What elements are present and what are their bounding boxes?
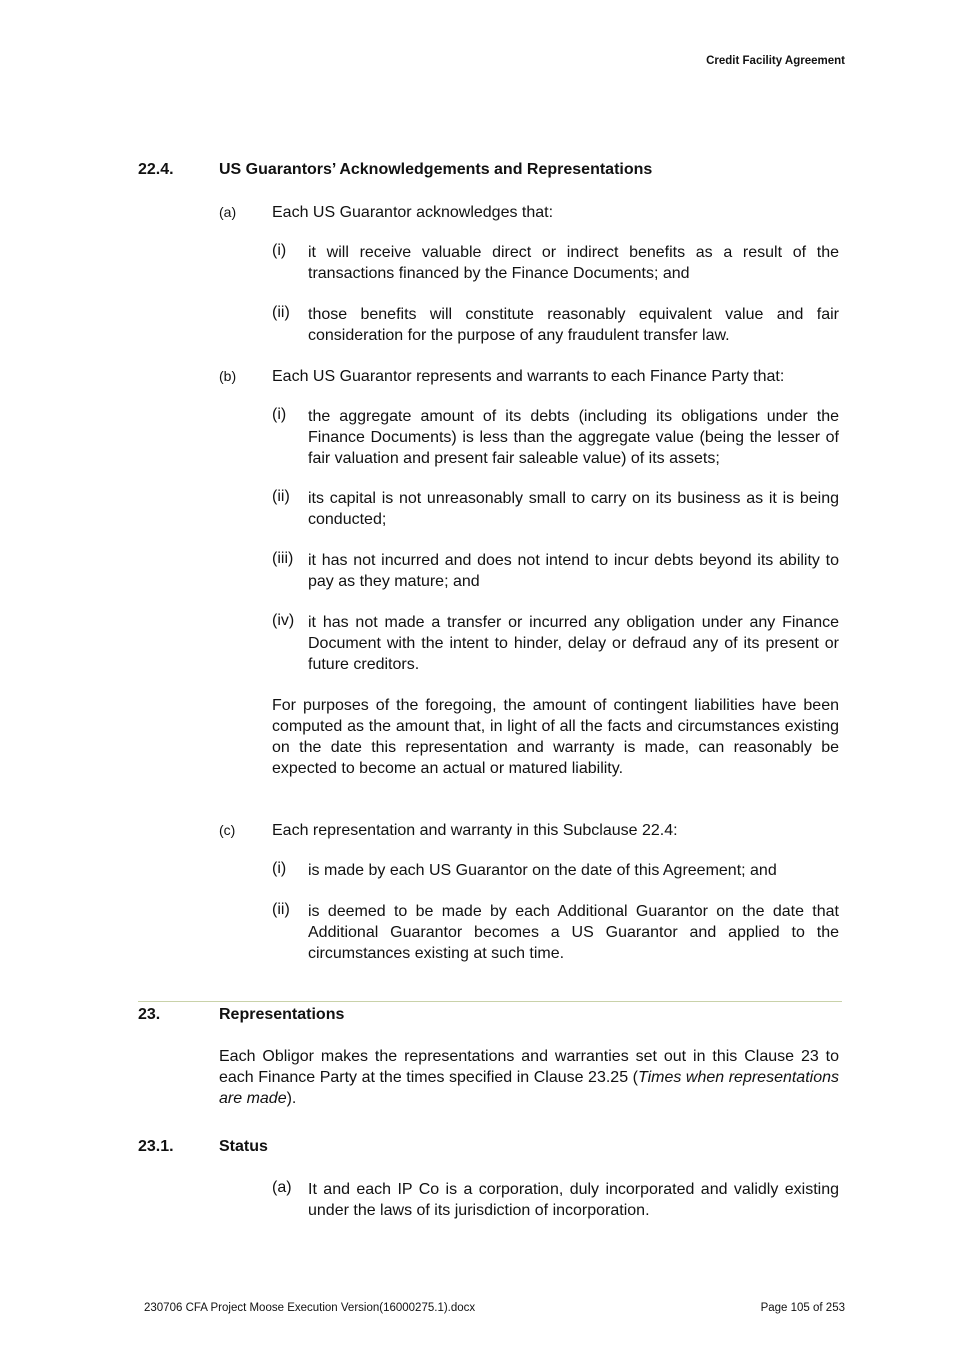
paragraph: Each US Guarantor acknowledges that:: [272, 204, 554, 221]
subitem-label: (iv): [272, 612, 295, 629]
cross-reference: Times when representations are made: [219, 1069, 840, 1107]
subitem-label: (ii): [272, 901, 290, 918]
subitem-label: (i): [272, 242, 287, 259]
subitem-label: (ii): [272, 488, 290, 505]
paragraph: is made by each US Guarantor on the date of this Agreement; and: [308, 862, 777, 879]
clause-number: 23.: [138, 1006, 161, 1023]
paragraph: is deemed to be made by each Additional Guarantor on the date that Additional Guarantor becomes a US Guarantor and applied to the circumstances existing at such time.: [308, 903, 839, 962]
paragraph: the aggregate amount of its debts (including its obligations under the Finance Documents) is less than the aggregate value (being the lesser of fair valuation and present fair saleable value) of its assets;: [308, 408, 839, 467]
paragraph: [219, 1046, 839, 1109]
paragraph: For purposes of the foregoing, the amount of contingent liabilities have been computed as the amount that, in light of all the facts and circumstances existing on the date this representation and warranty is made, can reasonably be expected to become an actual or matured liability.: [272, 697, 839, 777]
subitem-label: (iii): [272, 550, 294, 567]
clause-heading: US Guarantors’ Acknowledgements and Representations: [219, 161, 653, 178]
subitem-label: (i): [272, 860, 287, 877]
text-run: ).: [286, 1090, 297, 1107]
paragraph: Each representation and warranty in this Subclause 22.4:: [272, 822, 678, 839]
clause-heading: Representations: [219, 1006, 345, 1023]
clause-number: 23.1.: [138, 1138, 174, 1155]
paragraph: its capital is not unreasonably small to carry on its business as it is being conducted;: [308, 490, 839, 528]
subitem-label: (i): [272, 406, 287, 423]
item-label: (b): [219, 368, 237, 384]
paragraph: those benefits will constitute reasonably equivalent value and fair consideration for the purpose of any fraudulent transfer law.: [308, 306, 839, 344]
section-divider: [138, 1001, 842, 1002]
paragraph: It and each IP Co is a corporation, duly incorporated and validly existing under the laws of its jurisdiction of incorporation.: [308, 1181, 839, 1219]
paragraph: Each US Guarantor represents and warrants to each Finance Party that:: [272, 368, 785, 385]
running-header: Credit Facility Agreement: [706, 55, 845, 67]
paragraph: it has not made a transfer or incurred any obligation under any Finance Document with the intent to hinder, delay or defraud any of its present or future creditors.: [308, 614, 839, 673]
subitem-label: (ii): [272, 304, 290, 321]
paragraph: it will receive valuable direct or indirect benefits as a result of the transactions financed by the Finance Documents; and: [308, 244, 839, 282]
item-label: (a): [219, 204, 237, 220]
paragraph: it has not incurred and does not intend to incur debts beyond its ability to pay as they mature; and: [308, 552, 839, 590]
clause-heading: Status: [219, 1138, 268, 1155]
text-run: Each Obligor makes the representations and warranties set out in this Clause 23 to each Finance Party at the times specified in Clause 23.25 (: [219, 1048, 839, 1086]
item-label: (a): [272, 1179, 292, 1196]
item-label: (c): [219, 822, 236, 838]
page-number: Page 105 of 253: [760, 1302, 845, 1314]
footer-filename: 230706 CFA Project Moose Execution Version(16000275.1).docx: [144, 1302, 476, 1314]
clause-number: 22.4.: [138, 161, 174, 178]
